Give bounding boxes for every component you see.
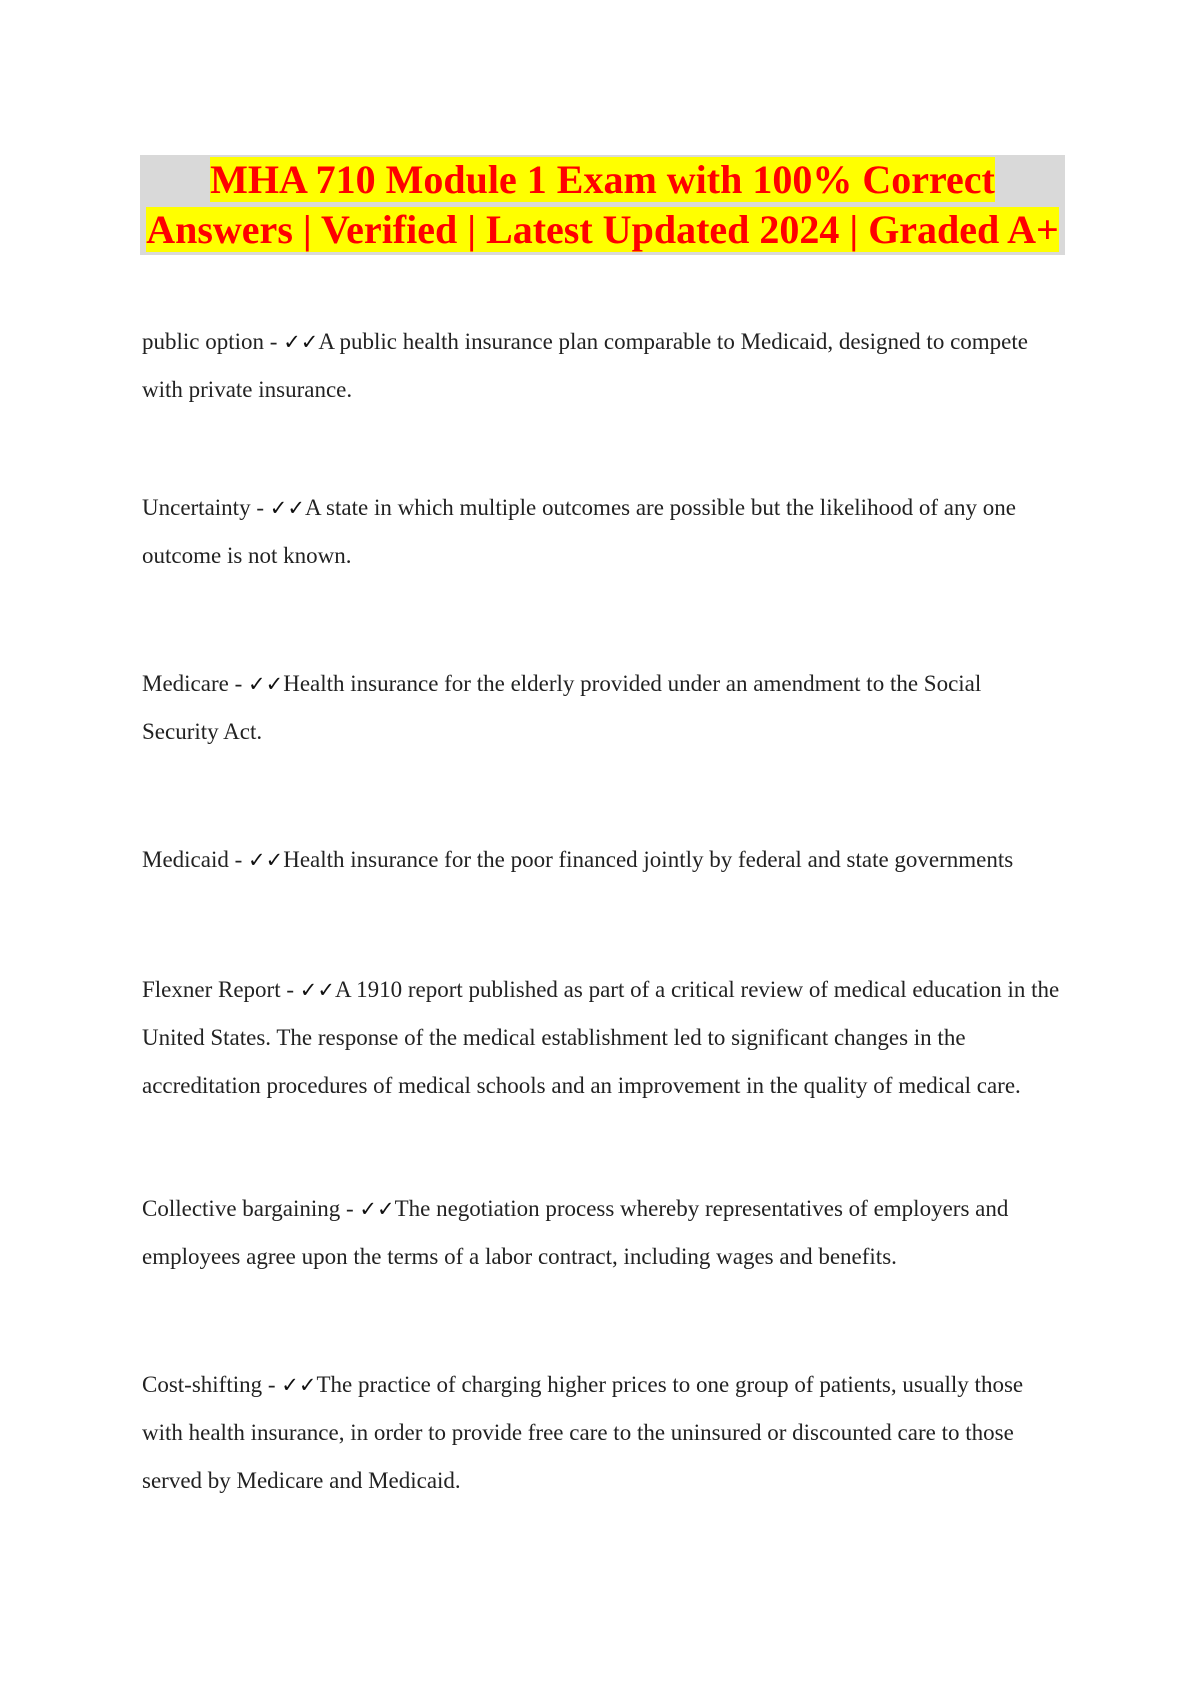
title-line-2-text: Answers | Verified | Latest Updated 2024 | Graded A+ xyxy=(146,207,1059,252)
entry-term: Cost-shifting xyxy=(142,1372,263,1397)
document-title xyxy=(140,155,1065,255)
double-check-icon: ✓✓ xyxy=(283,330,319,354)
entry-separator: - xyxy=(264,329,284,354)
definition-entry-public-option xyxy=(142,318,1062,414)
entry-definition: The practice of charging higher prices to one group of patients, usually those with health insurance, in order to provide free care to the uninsured or discounted care to those served by Medicare and Medicaid. xyxy=(142,1372,1024,1493)
double-check-icon: ✓✓ xyxy=(269,496,305,520)
entry-separator: - xyxy=(228,847,249,872)
entry-term: Uncertainty xyxy=(142,495,251,520)
entry-definition: A 1910 report published as part of a critical review of medical education in the United States. The response of the medical establishment led to significant changes in the accreditation procedures of medical schools and an improvement in the quality of medical care. xyxy=(142,977,1060,1098)
title-line-1-text: MHA 710 Module 1 Exam with 100% Correct xyxy=(210,157,995,202)
definition-entry-collective-bargaining xyxy=(142,1185,1062,1281)
double-check-icon: ✓✓ xyxy=(281,1373,317,1397)
double-check-icon: ✓✓ xyxy=(299,978,335,1002)
entry-definition: A state in which multiple outcomes are possible but the likelihood of any one outcome is not known. xyxy=(142,495,1016,568)
definition-entry-flexner-report xyxy=(142,966,1062,1110)
double-check-icon: ✓✓ xyxy=(248,848,284,872)
entry-definition: Health insurance for the elderly provided under an amendment to the Social Security Act. xyxy=(142,671,982,744)
entry-term: Collective bargaining xyxy=(142,1196,341,1221)
entry-definition: The negotiation process whereby representatives of employers and employees agree upon the terms of a labor contract, including wages and benefits. xyxy=(142,1196,1009,1269)
entry-separator: - xyxy=(280,977,300,1002)
entry-definition: A public health insurance plan comparable to Medicaid, designed to compete with private insurance. xyxy=(142,329,1028,402)
definition-entry-medicare xyxy=(142,660,1062,756)
double-check-icon: ✓✓ xyxy=(359,1197,395,1221)
title-line-1 xyxy=(140,155,1065,205)
title-line-2 xyxy=(140,205,1065,255)
entry-separator: - xyxy=(228,671,249,696)
definition-entry-cost-shifting xyxy=(142,1361,1062,1505)
entry-definition: Health insurance for the poor financed jointly by federal and state governments xyxy=(283,847,1014,872)
entry-term: Medicaid xyxy=(142,847,229,872)
entry-separator: - xyxy=(250,495,270,520)
entry-term: Medicare xyxy=(142,671,229,696)
entry-separator: - xyxy=(262,1372,282,1397)
definition-entry-uncertainty xyxy=(142,484,1062,580)
entry-term: Flexner Report xyxy=(142,977,281,1002)
double-check-icon: ✓✓ xyxy=(248,672,284,696)
entry-term: public option xyxy=(142,329,265,354)
entry-separator: - xyxy=(340,1196,360,1221)
definition-entry-medicaid xyxy=(142,836,1062,884)
